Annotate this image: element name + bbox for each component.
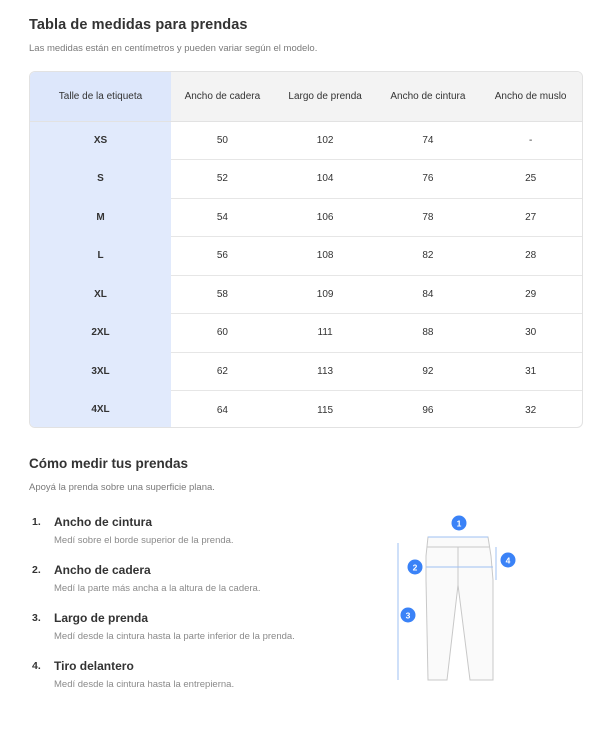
size-label-cell: XS <box>30 121 171 160</box>
measurement-cell: 82 <box>377 237 480 276</box>
measurement-cell: 60 <box>171 314 274 353</box>
measurement-cell: 52 <box>171 160 274 199</box>
list-item <box>32 611 332 645</box>
marker-4 <box>501 553 516 568</box>
step-number: 3. <box>32 612 41 624</box>
measurement-cell: 92 <box>377 352 480 391</box>
size-label-cell: S <box>30 160 171 199</box>
size-label-cell: 4XL <box>30 391 171 429</box>
step-number: 4. <box>32 660 41 672</box>
step-description: Medí desde la cintura hasta la parte inferior de la prenda. <box>54 631 295 642</box>
how-to-subtitle: Apoyá la prenda sobre una superficie plana. <box>29 482 215 493</box>
list-item <box>32 515 332 549</box>
measurement-cell: 32 <box>525 404 537 416</box>
measurement-cell: 62 <box>171 352 274 391</box>
table-row <box>30 314 582 353</box>
table-row <box>30 237 582 276</box>
size-chart-subtitle: Las medidas están en centímetros y pueden variar según el modelo. <box>29 43 318 54</box>
marker-2 <box>408 560 423 575</box>
measurement-cell: 109 <box>274 275 377 314</box>
marker-label: 1 <box>456 518 462 529</box>
marker-1 <box>452 516 467 531</box>
measurement-cell: 64 <box>216 404 228 416</box>
size-label-cell: 2XL <box>30 314 171 353</box>
measurement-cell: 76 <box>377 160 480 199</box>
size-table <box>30 72 582 428</box>
measurement-cell: 113 <box>274 352 377 391</box>
measurement-cell: 88 <box>377 314 480 353</box>
step-title: Largo de prenda <box>54 611 149 625</box>
size-label-cell: M <box>30 198 171 237</box>
measurement-cell: 78 <box>377 198 480 237</box>
measurement-cell: 104 <box>274 160 377 199</box>
size-table-container <box>29 71 583 428</box>
measurement-cell: - <box>479 121 582 160</box>
step-title: Tiro delantero <box>54 659 134 673</box>
step-description: Medí sobre el borde superior de la prenda. <box>54 535 234 546</box>
table-row <box>30 391 582 429</box>
measurement-cell: 84 <box>377 275 480 314</box>
column-header: Ancho de muslo <box>479 72 582 121</box>
pants-outline <box>426 537 493 680</box>
measurement-cell: 115 <box>317 404 334 416</box>
table-row <box>30 275 582 314</box>
measurement-cell: 50 <box>171 121 274 160</box>
measurement-cell: 54 <box>171 198 274 237</box>
step-description: Medí desde la cintura hasta la entrepierna. <box>54 679 235 690</box>
column-header: Ancho de cintura <box>377 72 480 121</box>
measurement-cell: 30 <box>479 314 582 353</box>
measurement-cell: 31 <box>479 352 582 391</box>
size-label-cell: L <box>30 237 171 276</box>
step-number: 1. <box>32 516 41 528</box>
how-to-title: Cómo medir tus prendas <box>29 456 189 471</box>
pants-measurement-diagram <box>390 510 525 690</box>
table-row <box>30 352 582 391</box>
marker-label: 2 <box>412 562 418 573</box>
size-chart-title: Tabla de medidas para prendas <box>29 17 248 33</box>
measurement-cell: 58 <box>171 275 274 314</box>
measurement-cell: 108 <box>274 237 377 276</box>
marker-label: 4 <box>505 555 511 566</box>
list-item <box>32 659 332 693</box>
size-label-cell: 3XL <box>30 352 171 391</box>
size-label-cell: XL <box>30 275 171 314</box>
marker-label: 3 <box>405 610 411 621</box>
step-title: Ancho de cintura <box>54 515 153 529</box>
step-number: 2. <box>32 564 41 576</box>
column-header: Ancho de cadera <box>171 72 274 121</box>
step-title: Ancho de cadera <box>54 563 151 577</box>
measurement-cell: 111 <box>274 314 377 353</box>
table-header-row <box>30 72 582 121</box>
table-row <box>30 160 582 199</box>
measurement-cell: 25 <box>479 160 582 199</box>
column-header: Talle de la etiqueta <box>30 72 171 121</box>
measurement-cell: 28 <box>479 237 582 276</box>
table-row <box>30 121 582 160</box>
measurement-cell: 74 <box>377 121 480 160</box>
measurement-cell: 102 <box>274 121 377 160</box>
measure-steps-list <box>32 515 332 707</box>
list-item <box>32 563 332 597</box>
measurement-cell: 106 <box>274 198 377 237</box>
table-row <box>30 198 582 237</box>
column-header: Largo de prenda <box>274 72 377 121</box>
marker-3 <box>401 608 416 623</box>
measurement-cell: 29 <box>479 275 582 314</box>
measurement-cell: 96 <box>422 404 434 416</box>
measurement-cell: 56 <box>171 237 274 276</box>
step-description: Medí la parte más ancha a la altura de la cadera. <box>54 583 261 594</box>
measurement-cell: 27 <box>479 198 582 237</box>
